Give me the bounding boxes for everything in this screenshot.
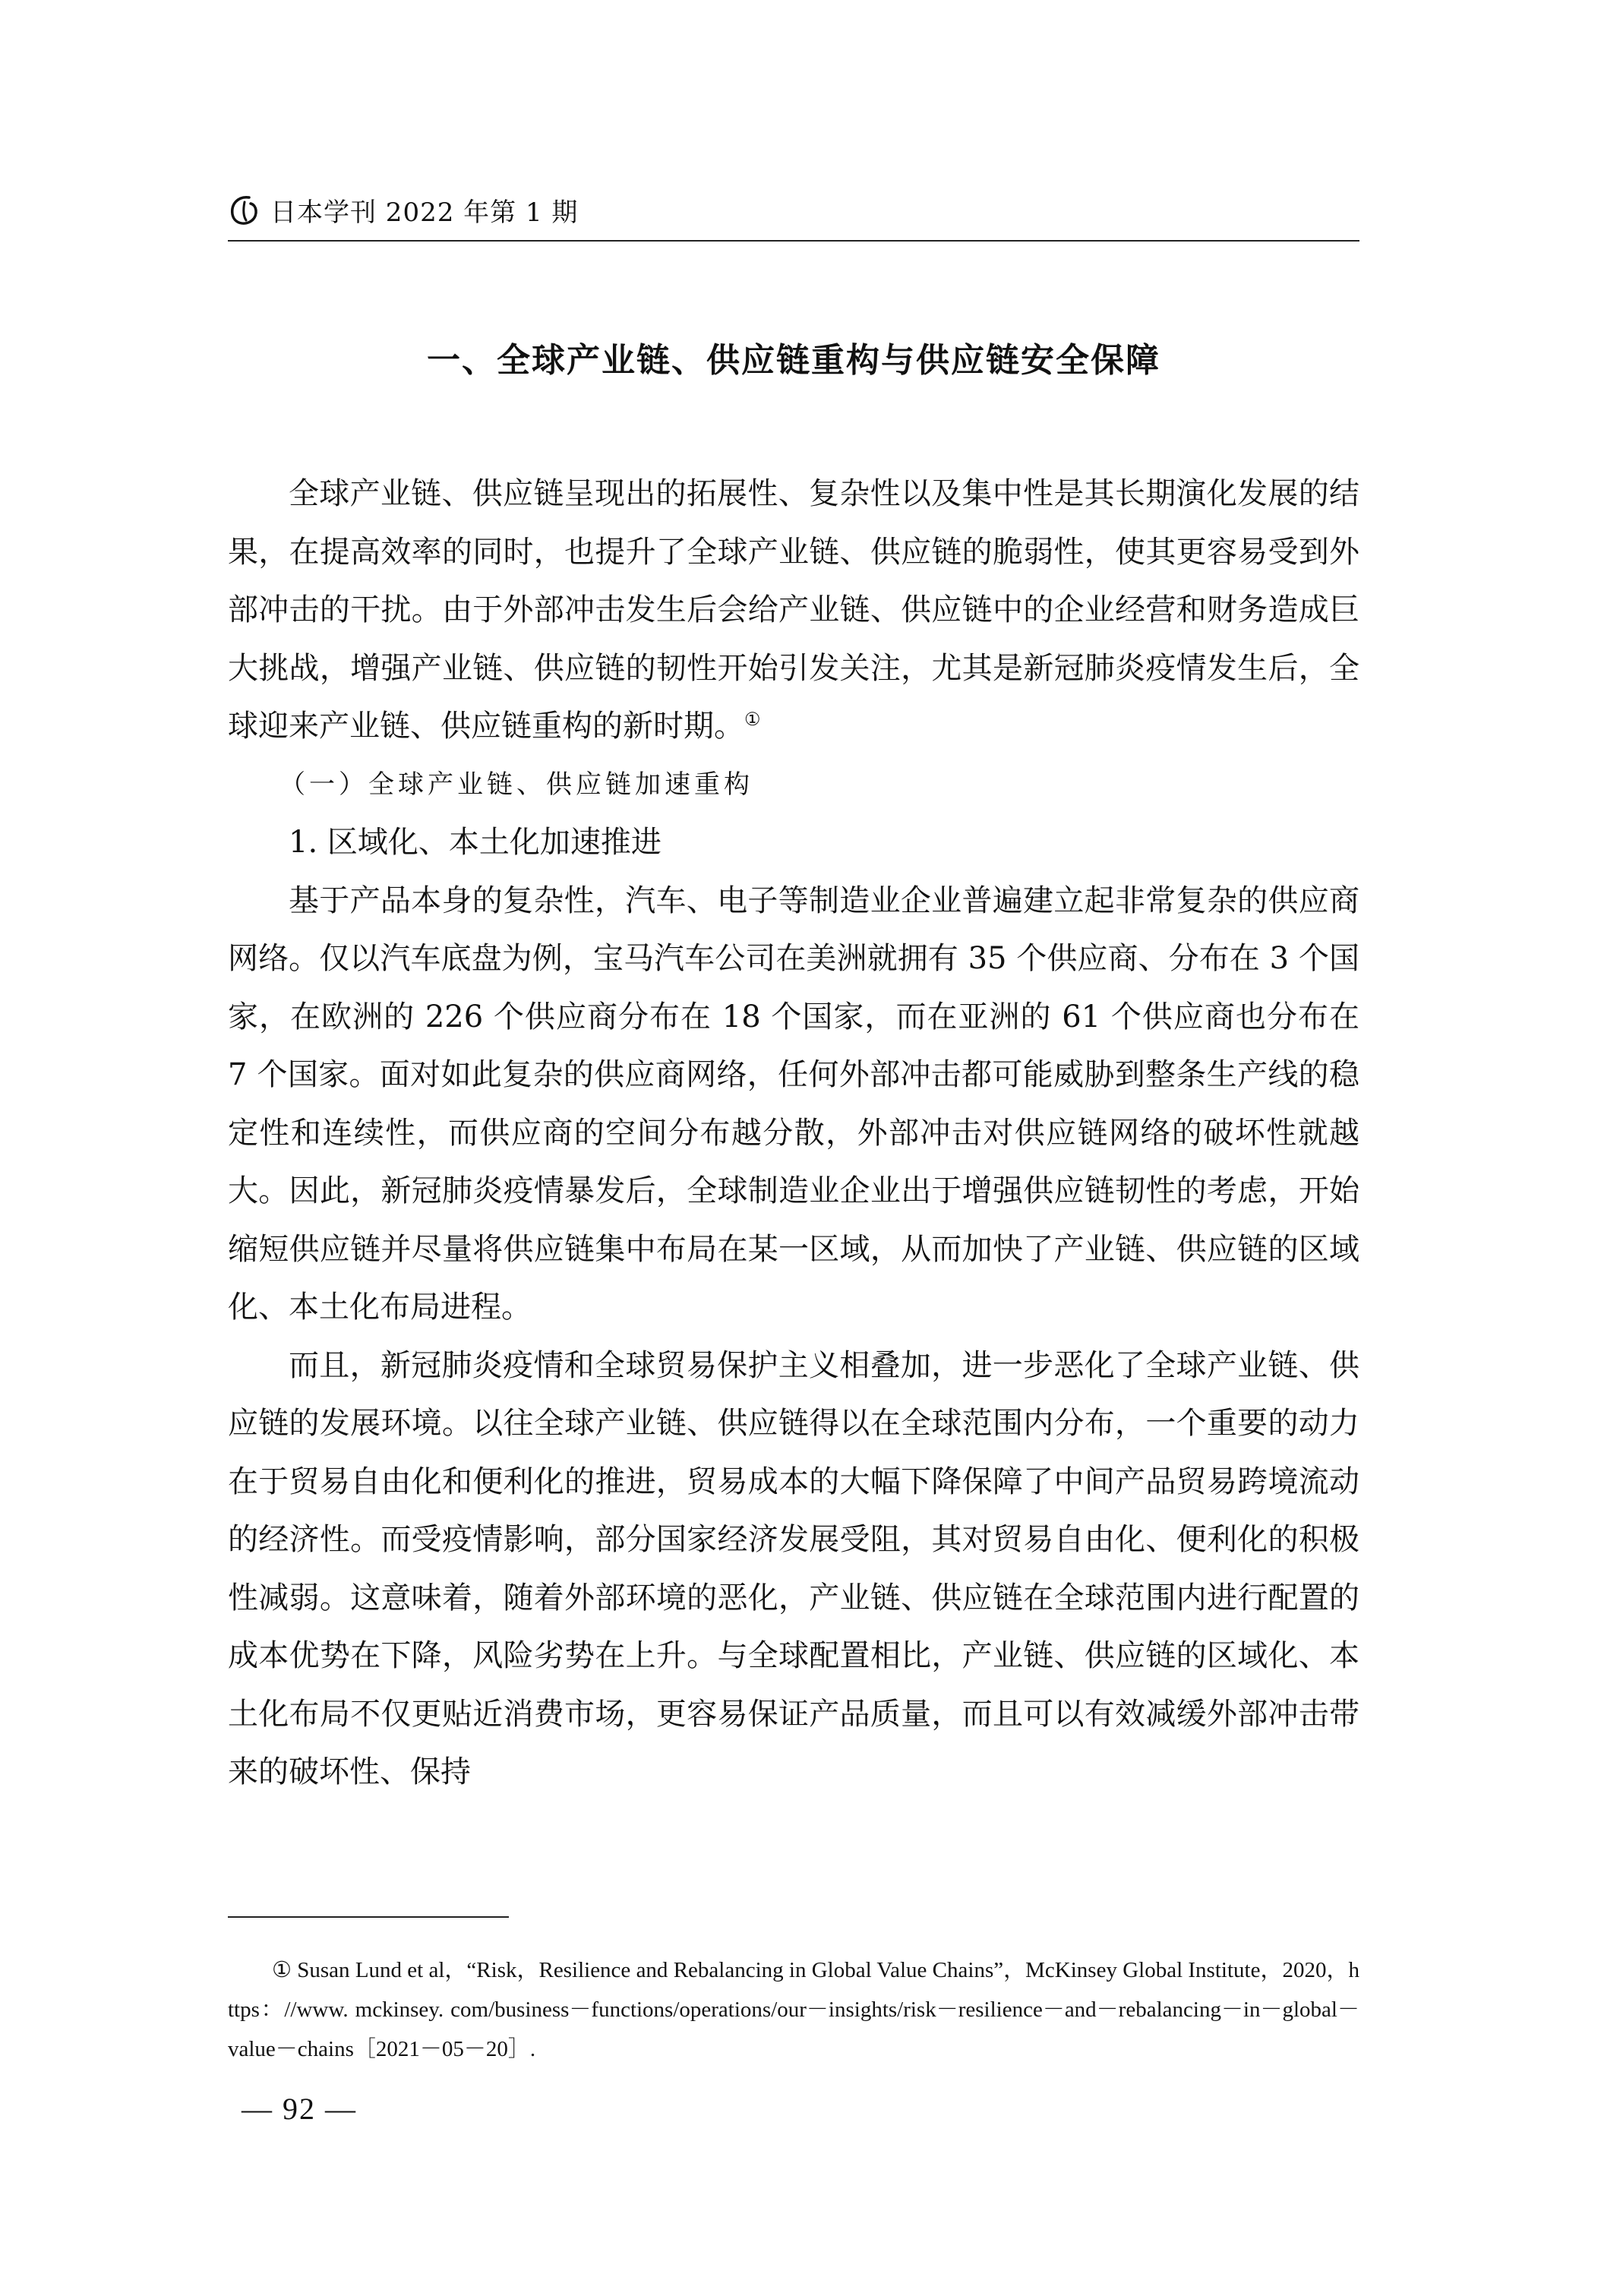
section-title: 一、全球产业链、供应链重构与供应链安全保障 xyxy=(427,341,1160,380)
footnote-1: ① Susan Lund et al，“Risk，Resilience and Rebalancing in Global Value Chains”，McKinsey Global Institute，2020，https：//www. mckinsey. com/business－functions/operations/our－insights/risk－resilience－and－rebalancing－in－global－value－chains［2021－05－20］. xyxy=(228,1958,1359,2061)
header-divider xyxy=(228,240,1359,242)
paragraph-1-text: 全球产业链、供应链呈现出的拓展性、复杂性以及集中性是其长期演化发展的结果，在提高效率的同时，也提升了全球产业链、供应链的脆弱性，使其更容易受到外部冲击的干扰。由于外部冲击发生后会给产业链、供应链中的企业经营和财务造成巨大挑战，增强产业链、供应链的韧性开始引发关注，尤其是新冠肺炎疫情发生后，全球迎来产业链、供应链重构的新时期。 xyxy=(228,476,1359,744)
journal-logo-icon xyxy=(228,194,261,228)
footnote-reference[interactable]: ① xyxy=(744,709,761,730)
paragraph-2: 基于产品本身的复杂性，汽车、电子等制造业企业普遍建立起非常复杂的供应商网络。仅以汽车底盘为例，宝马汽车公司在美洲就拥有 35 个供应商、分布在 3 个国家，在欧洲的 226 个供应商分布在 18 个国家，而在亚洲的 61 个供应商也分布在 7 个国家。面对如此复杂的供应商网络，任何外部冲击都可能威胁到整条生产线的稳定性和连续性，而供应商的空间分布越分散，外部冲击对供应链网络的破坏性就越大。因此，新冠肺炎疫情暴发后，全球制造业企业出于增强供应链韧性的考虑，开始缩短供应链并尽量将供应链集中布局在某一区域，从而加快了产业链、供应链的区域化、本土化布局进程。 xyxy=(228,883,1359,1325)
running-header xyxy=(228,190,1359,235)
subheading: （一）全球产业链、供应链加速重构 xyxy=(279,769,753,800)
footnote-divider xyxy=(228,1916,509,1918)
page-number: — 92 — xyxy=(242,2092,357,2126)
paragraph-3: 而且，新冠肺炎疫情和全球贸易保护主义相叠加，进一步恶化了全球产业链、供应链的发展环境。以往全球产业链、供应链得以在全球范围内分布，一个重要的动力在于贸易自由化和便利化的推进，贸易成本的大幅下降保障了中间产品贸易跨境流动的经济性。而受疫情影响，部分国家经济发展受阻，其对贸易自由化、便利化的积极性减弱。这意味着，随着外部环境的恶化，产业链、供应链在全球范围内进行配置的成本优势在下降，风险劣势在上升。与全球配置相比，产业链、供应链的区域化、本土化布局不仅更贴近消费市场，更容易保证产品质量，而且可以有效减缓外部冲击带来的破坏性、保持 xyxy=(228,1347,1359,1789)
body-text xyxy=(228,465,1359,1802)
paragraph-1 xyxy=(228,465,1359,756)
subsubheading: 1. 区域化、本土化加速推进 xyxy=(289,825,662,860)
journal-issue-label: 日本学刊 2022 年第 1 期 xyxy=(270,197,579,228)
